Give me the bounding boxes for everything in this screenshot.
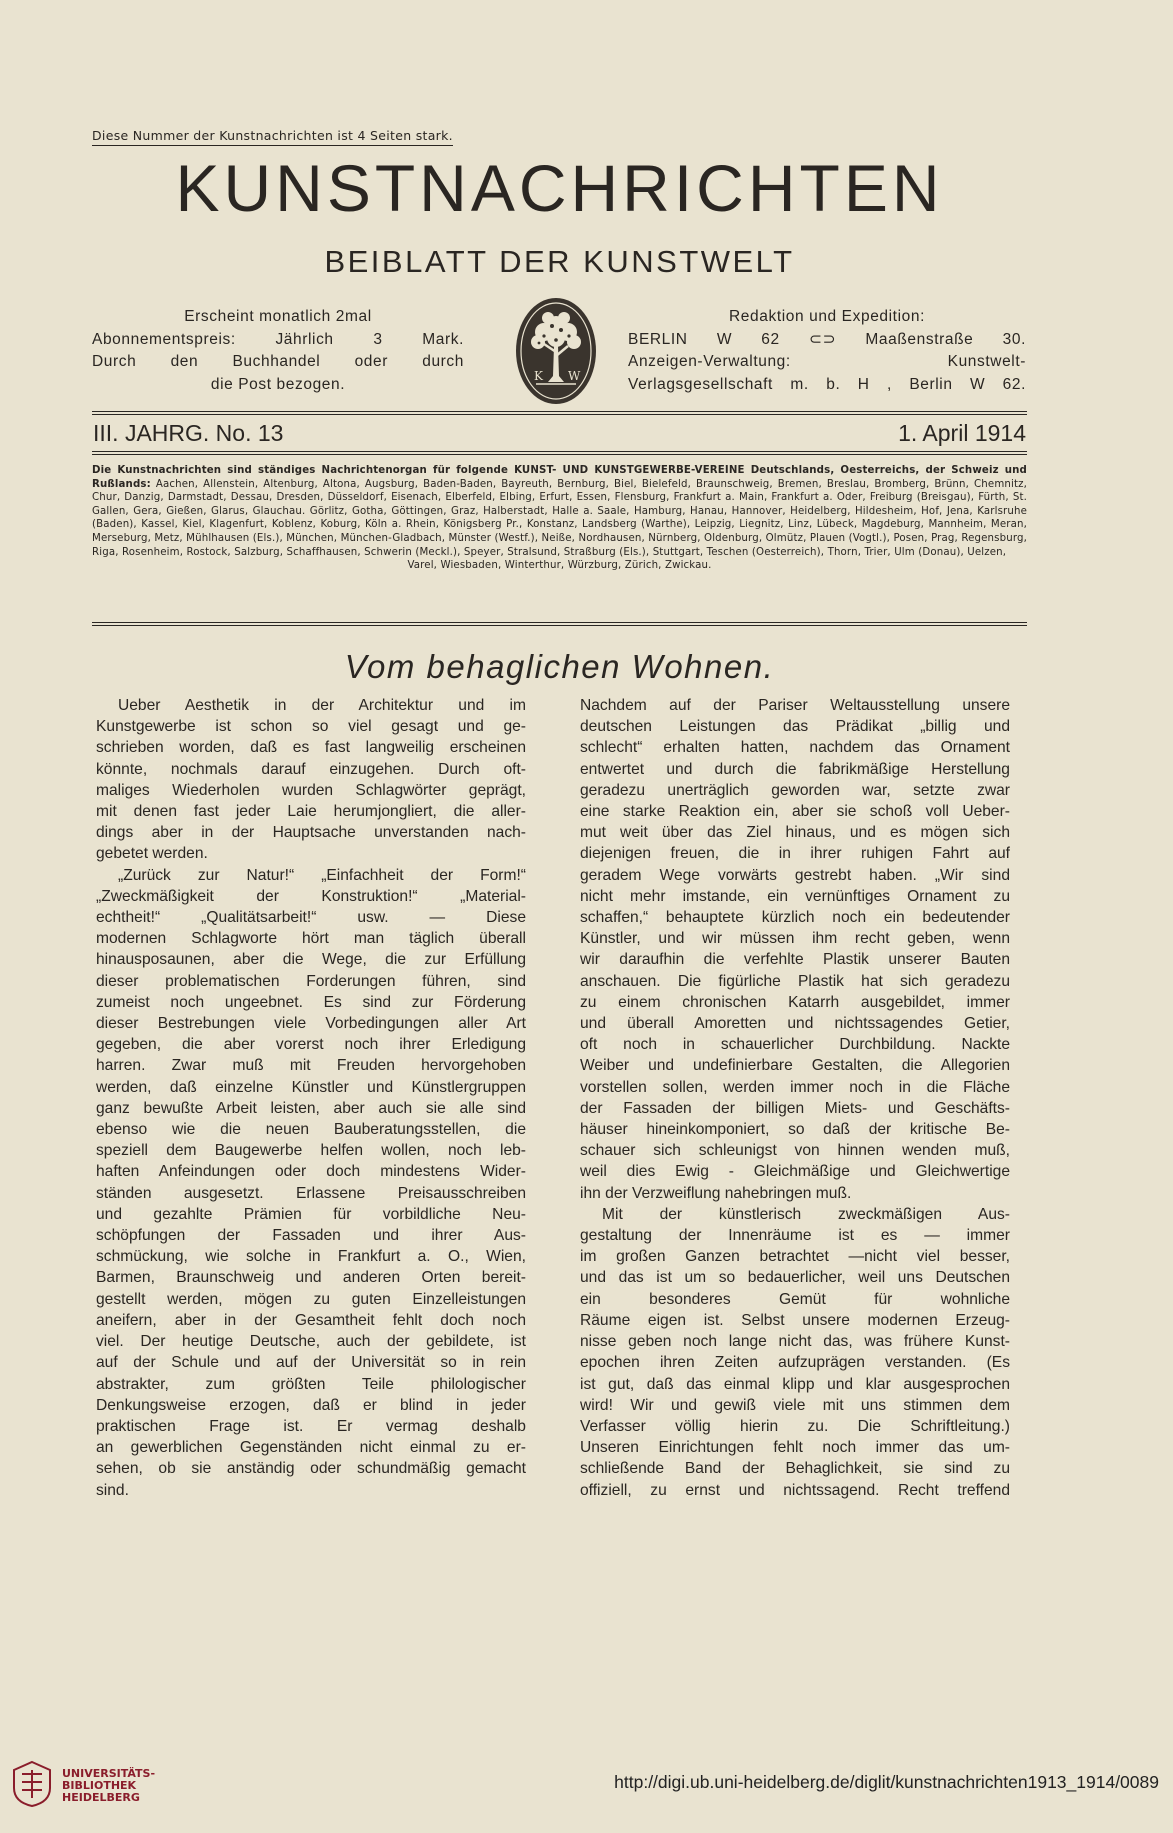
text-line: der Fassaden der billigen Miets- und Geschäfts-: [580, 1099, 1010, 1117]
text-line: weil dies Ewig - Gleichmäßige und Gleichwertige: [580, 1163, 1010, 1181]
text-line: viel. Der heutige Deutsche, auch der gebildete, ist: [96, 1333, 526, 1351]
info-line: Anzeigen-Verwaltung: Kunstwelt-: [628, 353, 1026, 370]
association-last-line: Varel, Wiesbaden, Winterthur, Würzburg, Zürich, Zwickau.: [407, 560, 712, 572]
text-line: geradem Wege vorwärts gestrebt haben. „Wir sind: [580, 866, 1010, 884]
association-list: [92, 464, 1027, 573]
text-line: dings aber in der Hauptsache unverstanden nach-: [96, 824, 526, 842]
text-line: auf der Schule und auf der Universität so in rein: [96, 1354, 526, 1372]
text-line: „Zweckmäßigkeit der Konstruktion!“ „Material-: [96, 887, 526, 905]
text-line: Barmen, Braunschweig und anderen Orten bereit-: [96, 1269, 526, 1287]
text-line: entwertet und durch die fabrikmäßige Herstellung: [580, 760, 1010, 778]
text-line: sind.: [96, 1481, 129, 1499]
text-line: schließende Band der Behaglichkeit, sie sind zu: [580, 1460, 1010, 1478]
divider: [92, 454, 1027, 455]
text-line: gestaltung der Innenräume ist es — immer: [580, 1227, 1010, 1245]
article-column-left: [96, 695, 526, 1501]
text-line: Ueber Aesthetik in der Architektur und im: [118, 697, 526, 714]
text-line: deutschen Leistungen das Prädikat „billig und: [580, 718, 1010, 736]
text-line: ebenso wie die neuen Bauberatungsstellen, die: [96, 1121, 526, 1139]
text-line: schmückung, wie solche in Frankfurt a. O., Wien,: [96, 1248, 526, 1266]
text-line: Kunstgewerbe ist schon so viel gesagt und ge-: [96, 718, 526, 736]
divider: [92, 622, 1027, 623]
text-line: „Zurück zur Natur!“ „Einfachheit der Form!“: [118, 866, 526, 884]
text-line: Denkungsweise erzogen, daß er blind in jeder: [96, 1396, 526, 1414]
page-count-notice: Diese Nummer der Kunstnachrichten ist 4 Seiten stark.: [92, 128, 453, 146]
text-line: an gewerblichen Gegenständen nicht einmal zu er-: [96, 1439, 526, 1457]
library-name: [62, 1768, 155, 1804]
text-line: und das ist um so bedauerlicher, weil uns Deutschen: [580, 1269, 1010, 1287]
text-line: im großen Ganzen betrachtet —nicht viel besser,: [580, 1248, 1010, 1266]
text-line: anschauen. Die figürliche Plastik hat sich geradezu: [580, 972, 1010, 990]
text-line: Verfasser völlig hierin zu. Die Schriftleitung.): [580, 1417, 1010, 1435]
text-line: oft noch in schauerlicher Durchbildung. Nackte: [580, 1036, 1010, 1054]
text-line: praktischen Frage ist. Er vermag deshalb: [96, 1417, 526, 1435]
text-line: eine starke Reaktion ein, aber sie schoß voll Ueber-: [580, 803, 1010, 821]
text-line: ist gut, daß das einmal klipp und klar ausgesprochen: [580, 1375, 1010, 1393]
text-line: vorstellen sollen, werden immer noch in die Fläche: [580, 1078, 1010, 1096]
masthead-subtitle: BEIBLATT DER KUNSTWELT: [324, 244, 795, 279]
text-line: gestellt werden, mögen zu guten Einzelleistungen: [96, 1290, 526, 1308]
library-seal-icon: [12, 1760, 52, 1808]
text-line: geradezu unerträglich geworden war, setzte zwar: [580, 781, 1010, 799]
text-line: schaffen,“ behauptete kürzlich noch ein bedeutender: [580, 909, 1010, 927]
text-line: aneifern, aber in der Gesamtheit fehlt doch noch: [96, 1311, 526, 1329]
text-line: haften Anfeindungen oder doch mindestens Wider-: [96, 1163, 526, 1181]
article-title: Vom behaglichen Wohnen.: [344, 648, 775, 685]
divider: [92, 451, 1027, 452]
subscription-info: [92, 306, 464, 396]
library-line: UNIVERSITÄTS-: [62, 1767, 156, 1780]
logo-letter: W: [568, 369, 581, 383]
info-line: Erscheint monatlich 2mal: [184, 308, 372, 325]
text-line: diejenigen freuen, die in ihrer ruhigen Fahrt auf: [580, 845, 1010, 863]
text-line: ihn der Verzweiflung nahebringen muß.: [580, 1184, 852, 1202]
text-line: zumeist noch ungeebnet. Es sind zur Förderung: [96, 993, 526, 1011]
library-line: BIBLIOTHEK: [62, 1779, 137, 1792]
logo-letter: K: [534, 369, 543, 383]
text-line: Unseren Einrichtungen fehlt noch immer das um-: [580, 1439, 1010, 1457]
issue-number: III. JAHRG. No. 13: [93, 420, 284, 446]
text-line: wir daraufhin die verfehlte Plastik unserer Bauten: [580, 951, 1010, 969]
article-column-right: [580, 695, 1010, 1501]
info-line: Durch den Buchhandel oder durch: [92, 353, 464, 370]
text-line: Nachdem auf der Pariser Weltausstellung unsere: [580, 697, 1010, 714]
text-line: ein besonderes Gemüt für wohnliche: [580, 1290, 1010, 1308]
text-line: und überall Amoretten und nichtssagendes Getier,: [580, 1015, 1010, 1033]
text-line: gegeben, die aber vorerst noch ihrer Erledigung: [96, 1036, 526, 1054]
text-line: werden, daß einzelne Künstler und Künstlergruppen: [96, 1078, 526, 1096]
text-line: dieser Bestrebungen viele Vorbedingungen aller Art: [96, 1015, 526, 1033]
text-line: ganz bewußte Arbeit leisten, aber auch sie alle sind: [96, 1099, 526, 1117]
text-line: modernen Schlagworte hört man täglich überall: [96, 930, 526, 948]
text-line: wird! Wir und gewiß viele mit uns stimmen dem: [580, 1396, 1010, 1414]
text-line: Weiber und undefinierbare Gestalten, die Allegorien: [580, 1057, 1010, 1075]
info-line: BERLIN W 62 ⊂⊃ Maaßenstraße 30.: [628, 330, 1026, 348]
text-line: hinausposaunen, aber die Wege, die zur Erfüllung: [96, 951, 526, 969]
info-line: Redaktion und Expedition:: [729, 308, 925, 325]
association-lead: Die Kunstnachrichten sind ständiges Nachrichtenorgan für folgende KUNST- UND KUNSTGEWERBE-VEREINE Deutschlands, Oesterreichs, der Schweiz und Rußlands:: [92, 465, 1027, 490]
text-line: zu einem chronischen Katarrh ausgebildet, immer: [580, 993, 1010, 1011]
text-line: und gezahlte Prämien für vorbildliche Neu-: [96, 1205, 526, 1223]
text-line: gebetet werden.: [96, 845, 208, 863]
tree-emblem-icon: [514, 296, 598, 406]
info-line: die Post bezogen.: [210, 375, 346, 393]
library-line: HEIDELBERG: [62, 1791, 140, 1804]
text-line: Mit der künstlerisch zweckmäßigen Aus-: [602, 1205, 1010, 1223]
text-line: schlecht“ erhalten hatten, nachdem das Ornament: [580, 739, 1010, 757]
text-line: mut weit über das Ziel hinaus, und es mögen sich: [580, 824, 1010, 842]
text-line: harren. Zwar muß mit Freuden hervorgehoben: [96, 1057, 526, 1075]
text-line: abstrakter, zum größten Teile philologischer: [96, 1375, 526, 1393]
masthead-title: KUNSTNACHRICHTEN: [175, 151, 944, 225]
text-line: nisse geben noch lange nicht das, was frühere Kunst-: [580, 1333, 1010, 1351]
editorial-info: [628, 306, 1026, 396]
text-line: Künstler, und wir müssen ihm recht geben, wenn: [580, 930, 1010, 948]
text-line: häuser hineinkomponiert, so daß der kritische Be-: [580, 1121, 1010, 1139]
text-line: echtheit!“ „Qualitätsarbeit!“ usw. — Diese: [96, 909, 526, 927]
text-line: schrieben worden, daß es fast langweilig erscheinen: [96, 739, 526, 757]
text-line: dieser problematischen Forderungen führen, sind: [96, 972, 526, 990]
info-line: Abonnementspreis: Jährlich 3 Mark.: [92, 330, 464, 348]
info-line: Verlagsgesellschaft m. b. H , Berlin W 62.: [628, 375, 1026, 393]
text-line: schöpfungen der Fassaden und ihrer Aus-: [96, 1227, 526, 1245]
text-line: maliges Wiederholen wurden Schlagwörter geprägt,: [96, 781, 526, 799]
text-line: ständen ausgesetzt. Erlassene Preisausschreiben: [96, 1184, 526, 1202]
text-line: könnte, nochmals darauf einzugehen. Durch oft-: [96, 760, 526, 778]
text-line: sehen, ob sie anständig oder schundmäßig gemacht: [96, 1460, 526, 1478]
source-url-link[interactable]: http://digi.ub.uni-heidelberg.de/diglit/kunstnachrichten1913_1914/0089: [614, 1772, 1159, 1792]
text-line: nicht mehr imstande, ein vernünftiges Ornament zu: [580, 887, 1010, 905]
text-line: epochen ihren Zeiten aufzuprägen verstanden. (Es: [580, 1354, 1010, 1372]
divider: [92, 625, 1027, 626]
divider: [92, 411, 1027, 412]
text-line: schauer sich schleunigst von hinnen wenden muß,: [580, 1142, 1010, 1160]
text-line: Räume eigen ist. Selbst unsere modernen Erzeug-: [580, 1311, 1010, 1329]
text-line: mit denen fast jeder Laie herumjongliert, die aller-: [96, 803, 526, 821]
divider: [92, 414, 1027, 415]
issue-date: 1. April 1914: [898, 420, 1026, 446]
association-cities: Aachen, Allenstein, Altenburg, Altona, Augsburg, Baden-Baden, Bayreuth, Bernburg, Biel, Bielefeld, Braunschweig, Bremen, Breslau, Bromberg, Brünn, Chemnitz, Chur, Danzig, Darmstadt, Dessau, Dresden, Düsseldorf, Eisenach, Elberfeld, Elbing, Erfurt, Essen, Flensburg, Frankfurt a. Main, Frankfurt a. Oder, Freiburg (Breisgau), Fürth, St. Gallen, Gera, Gießen, Glarus, Glauchau. Görlitz, Gotha, Göttingen, Graz, Halberstadt, Halle a. Saale, Hamburg, Hanau, Hannover, Heidelberg, Hildesheim, Hof, Jena, Karlsruhe (Baden), Kassel, Kiel, Klagenfurt, Koblenz, Koburg, Köln a. Rhein, Königsberg Pr., Konstanz, Landsberg (Warthe), Leipzig, Liegnitz, Linz, Lübeck, Magdeburg, Mannheim, Meran, Merseburg, Metz, Mühlhausen (Els.), München, München-Gladbach, Münster (Westf.), Neiße, Nordhausen, Nürnberg, Oldenburg, Olmütz, Plauen (Vogtl.), Posen, Prag, Regensburg, Riga, Rosenheim, Rostock, Salzburg, Schaffhausen, Schwerin (Meckl.), Speyer, Stralsund, Straßburg (Els.), Stuttgart, Teschen (Oesterreich), Thorn, Trier, Ulm (Donau), Uelzen,: [92, 478, 1028, 558]
text-line: speziell dem Baugewerbe helfen wollen, noch leb-: [96, 1142, 526, 1160]
text-line: offiziell, zu ernst und nichtssagend. Recht treffend: [580, 1481, 1010, 1499]
